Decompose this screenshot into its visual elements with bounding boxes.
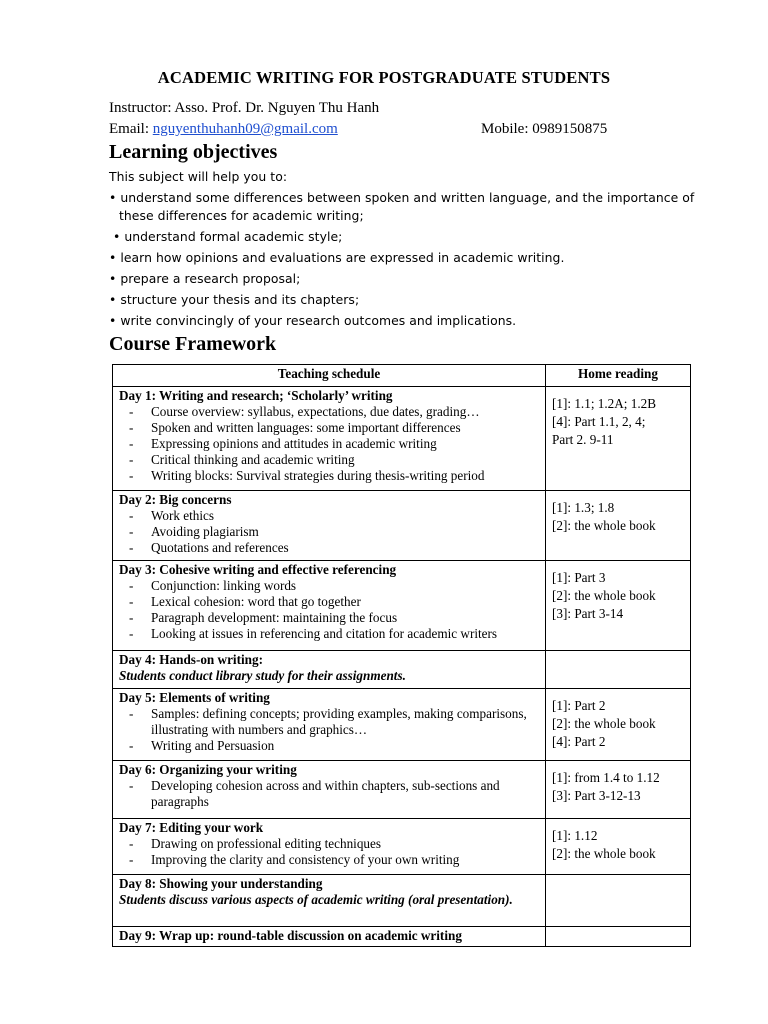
day-note: Students discuss various aspects of academic writing (oral presentation). bbox=[119, 892, 513, 907]
schedule-item bbox=[119, 626, 545, 642]
reading-cell bbox=[546, 689, 691, 761]
email-line bbox=[109, 121, 338, 138]
schedule-item-text: Course overview: syllabus, expectations, due dates, grading… bbox=[151, 404, 480, 419]
schedule-item-text: Conjunction: linking words bbox=[151, 578, 297, 593]
dash-bullet: - bbox=[129, 540, 134, 555]
schedule-cell bbox=[113, 875, 546, 927]
reading-cell bbox=[546, 387, 691, 491]
document-title: ACADEMIC WRITING FOR POSTGRADUATE STUDENTS bbox=[157, 68, 611, 87]
reading-item: [1]: Part 3 bbox=[552, 570, 606, 585]
dash-bullet: - bbox=[129, 610, 134, 625]
schedule-item-text: Spoken and written languages: some important differences bbox=[151, 420, 461, 435]
reading-cell bbox=[546, 491, 691, 561]
home-reading-header: Home reading bbox=[546, 365, 691, 387]
dash-bullet: - bbox=[129, 578, 134, 593]
teaching-schedule-header: Teaching schedule bbox=[113, 365, 546, 387]
table-row bbox=[113, 819, 691, 875]
schedule-item-text: Quotations and references bbox=[151, 540, 289, 555]
schedule-item-text: Writing and Persuasion bbox=[151, 738, 275, 753]
table-row bbox=[113, 561, 691, 651]
schedule-item-text: Looking at issues in referencing and citation for academic writers bbox=[151, 626, 498, 641]
day-note: Students conduct library study for their assignments. bbox=[119, 668, 406, 683]
email-label: Email: bbox=[109, 121, 153, 137]
reading-item: [1]: 1.3; 1.8 bbox=[552, 500, 615, 515]
schedule-item bbox=[119, 778, 545, 810]
objective-item: • learn how opinions and evaluations are expressed in academic writing. bbox=[109, 250, 565, 265]
reading-item: [1]: Part 2 bbox=[552, 698, 606, 713]
table-row bbox=[113, 927, 691, 947]
dash-bullet: - bbox=[129, 508, 134, 523]
schedule-item bbox=[119, 610, 545, 626]
reading-item: [2]: the whole book bbox=[552, 588, 656, 603]
dash-bullet: - bbox=[129, 404, 134, 419]
objectives-intro: This subject will help you to: bbox=[109, 169, 288, 184]
table-row bbox=[113, 761, 691, 819]
day-title: Day 2: Big concerns bbox=[119, 492, 232, 507]
day-title: Day 4: Hands-on writing: bbox=[119, 652, 263, 667]
day-title: Day 8: Showing your understanding bbox=[119, 876, 323, 891]
objective-item: • understand formal academic style; bbox=[109, 229, 343, 244]
objectives-heading: Learning objectives bbox=[109, 141, 278, 163]
dash-bullet: - bbox=[129, 706, 134, 721]
schedule-item-text: Developing cohesion across and within chapters, sub-sections and paragraphs bbox=[151, 778, 500, 809]
reading-cell bbox=[546, 927, 691, 947]
schedule-item bbox=[119, 452, 545, 468]
schedule-item bbox=[119, 706, 545, 738]
dash-bullet: - bbox=[129, 524, 134, 539]
objective-item: • prepare a research proposal; bbox=[109, 271, 301, 286]
reading-cell bbox=[546, 761, 691, 819]
email-link[interactable]: nguyenthuhanh09@gmail.com bbox=[152, 121, 338, 137]
schedule-item-text: Drawing on professional editing techniques bbox=[151, 836, 381, 851]
schedule-item bbox=[119, 594, 545, 610]
mobile-number: Mobile: 0989150875 bbox=[481, 121, 608, 137]
objective-item: • write convincingly of your research outcomes and implications. bbox=[109, 313, 517, 328]
reading-cell bbox=[546, 875, 691, 927]
schedule-item-text: Samples: defining concepts; providing examples, making comparisons, illustrating with numbers and graphics… bbox=[151, 706, 527, 737]
framework-heading: Course Framework bbox=[109, 333, 277, 355]
reading-item: [3]: Part 3-12-13 bbox=[552, 788, 641, 803]
reading-item: [4]: Part 2 bbox=[552, 734, 606, 749]
schedule-item-text: Avoiding plagiarism bbox=[151, 524, 259, 539]
schedule-item-text: Critical thinking and academic writing bbox=[151, 452, 355, 467]
schedule-item bbox=[119, 468, 545, 484]
dash-bullet: - bbox=[129, 626, 134, 641]
table-row bbox=[113, 875, 691, 927]
reading-item: Part 2. 9-11 bbox=[552, 432, 614, 447]
table-header-row bbox=[113, 365, 691, 387]
day-title: Day 5: Elements of writing bbox=[119, 690, 270, 705]
schedule-item bbox=[119, 738, 545, 754]
schedule-cell bbox=[113, 761, 546, 819]
schedule-item-text: Improving the clarity and consistency of your own writing bbox=[151, 852, 460, 867]
day-title: Day 1: Writing and research; ‘Scholarly’ writing bbox=[119, 388, 393, 403]
table-row bbox=[113, 651, 691, 689]
dash-bullet: - bbox=[129, 836, 134, 851]
table-row bbox=[113, 689, 691, 761]
schedule-item-text: Lexical cohesion: word that go together bbox=[151, 594, 361, 609]
dash-bullet: - bbox=[129, 468, 134, 483]
reading-cell bbox=[546, 561, 691, 651]
schedule-item bbox=[119, 508, 545, 524]
course-framework-table bbox=[112, 364, 691, 947]
day-title: Day 3: Cohesive writing and effective referencing bbox=[119, 562, 397, 577]
table-row bbox=[113, 491, 691, 561]
dash-bullet: - bbox=[129, 420, 134, 435]
reading-cell bbox=[546, 819, 691, 875]
reading-item: [3]: Part 3-14 bbox=[552, 606, 624, 621]
objective-item: • understand some differences between spoken and written language, and the importance of bbox=[109, 190, 695, 205]
schedule-item-text: Work ethics bbox=[151, 508, 215, 523]
objective-item-continued: these differences for academic writing; bbox=[119, 208, 364, 223]
schedule-item bbox=[119, 404, 545, 420]
reading-item: [4]: Part 1.1, 2, 4; bbox=[552, 414, 646, 429]
reading-item: [2]: the whole book bbox=[552, 846, 656, 861]
dash-bullet: - bbox=[129, 778, 134, 793]
reading-item: [2]: the whole book bbox=[552, 716, 656, 731]
schedule-item-text: Writing blocks: Survival strategies during thesis-writing period bbox=[151, 468, 485, 483]
schedule-item bbox=[119, 420, 545, 436]
table-row bbox=[113, 387, 691, 491]
reading-item: [1]: 1.1; 1.2A; 1.2B bbox=[552, 396, 657, 411]
reading-item: [1]: 1.12 bbox=[552, 828, 598, 843]
schedule-cell bbox=[113, 819, 546, 875]
schedule-cell bbox=[113, 651, 546, 689]
dash-bullet: - bbox=[129, 452, 134, 467]
schedule-cell bbox=[113, 689, 546, 761]
schedule-item bbox=[119, 524, 545, 540]
schedule-item-text: Expressing opinions and attitudes in academic writing bbox=[151, 436, 437, 451]
schedule-cell bbox=[113, 387, 546, 491]
reading-cell bbox=[546, 651, 691, 689]
schedule-cell bbox=[113, 561, 546, 651]
schedule-item bbox=[119, 836, 545, 852]
schedule-item bbox=[119, 436, 545, 452]
schedule-item bbox=[119, 578, 545, 594]
dash-bullet: - bbox=[129, 594, 134, 609]
schedule-item-text: Paragraph development: maintaining the focus bbox=[151, 610, 398, 625]
dash-bullet: - bbox=[129, 738, 134, 753]
objective-item: • structure your thesis and its chapters; bbox=[109, 292, 360, 307]
reading-item: [2]: the whole book bbox=[552, 518, 656, 533]
schedule-item bbox=[119, 852, 545, 868]
schedule-cell bbox=[113, 491, 546, 561]
dash-bullet: - bbox=[129, 436, 134, 451]
day-title: Day 6: Organizing your writing bbox=[119, 762, 297, 777]
day-title: Day 7: Editing your work bbox=[119, 820, 264, 835]
schedule-item bbox=[119, 540, 545, 556]
day-title: Day 9: Wrap up: round-table discussion on academic writing bbox=[119, 928, 462, 943]
schedule-cell bbox=[113, 927, 546, 947]
instructor-line: Instructor: Asso. Prof. Dr. Nguyen Thu Hanh bbox=[109, 100, 380, 116]
dash-bullet: - bbox=[129, 852, 134, 867]
reading-item: [1]: from 1.4 to 1.12 bbox=[552, 770, 660, 785]
